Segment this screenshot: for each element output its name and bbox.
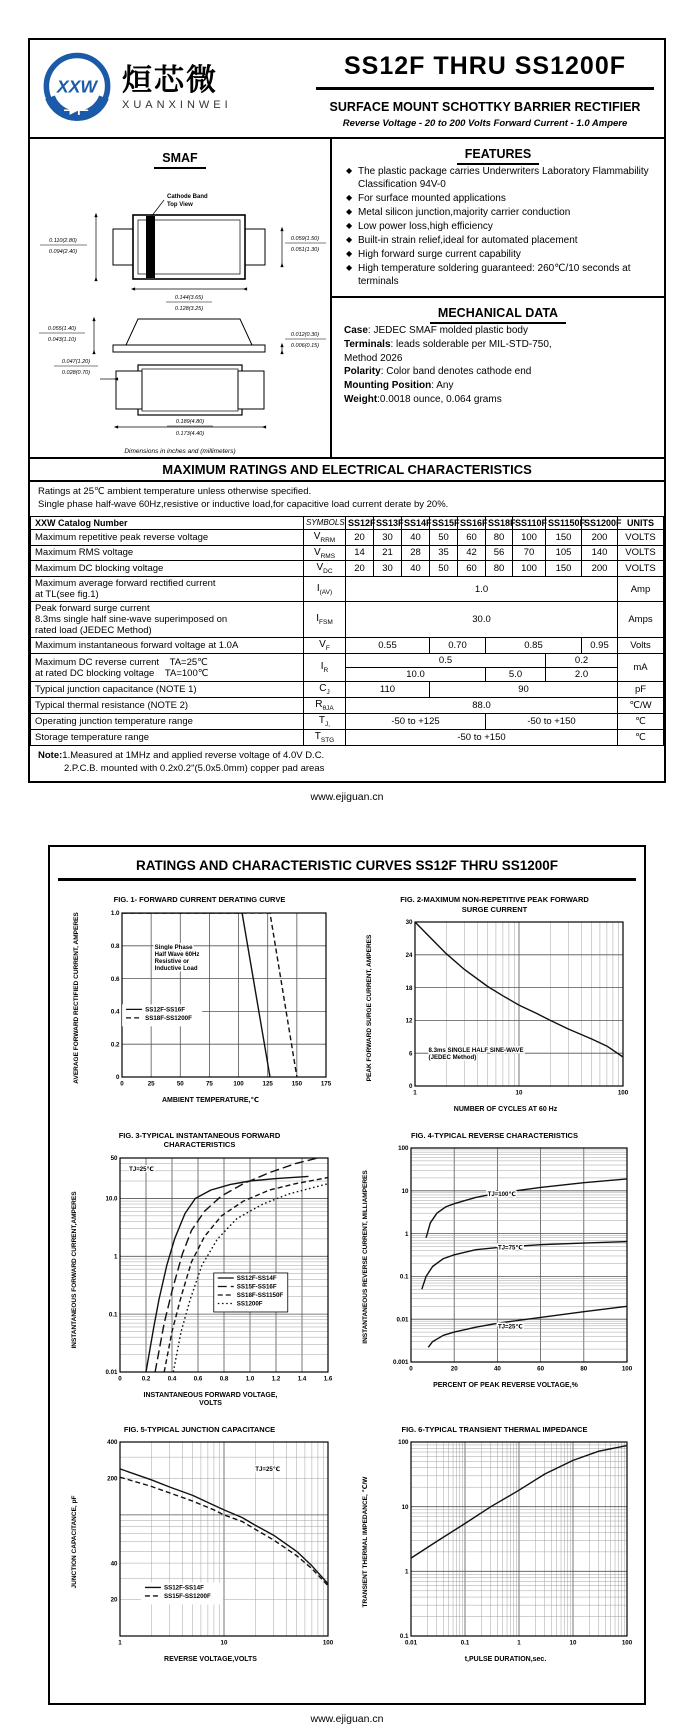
svg-text:10: 10	[220, 1639, 227, 1647]
logo-mark-icon	[38, 49, 116, 127]
svg-text:400: 400	[106, 1439, 117, 1447]
table-row	[31, 654, 664, 668]
svg-text:0: 0	[408, 1083, 412, 1091]
svg-text:0.028(0.70): 0.028(0.70)	[61, 370, 91, 376]
parameter-cell: Maximum repetitive peak reverse voltage	[31, 529, 304, 545]
symbol-cell: $I_{FSM}$	[304, 602, 346, 638]
svg-text:0.1: 0.1	[108, 1310, 117, 1318]
x-axis-label: NUMBER OF CYCLES AT 60 Hz	[453, 1106, 558, 1114]
value-cell: 5.0	[486, 668, 546, 682]
part-number-title: SS12F THRU SS1200F	[316, 52, 654, 90]
svg-text:SS18F-SS1150F: SS18F-SS1150F	[236, 1291, 283, 1299]
figure-title: FIG. 6-TYPICAL TRANSIENT THERMAL IMPEDANCE	[401, 1425, 588, 1435]
value-cell: 50	[430, 561, 458, 577]
table-row	[31, 713, 664, 729]
figure-title: FIG. 1- FORWARD CURRENT DERATING CURVE	[113, 895, 286, 905]
units-cell: Amps	[618, 602, 664, 638]
parameter-cell: Operating junction temperature range	[31, 713, 304, 729]
chart-fig2	[381, 916, 631, 1104]
value-cell: 80	[486, 561, 513, 577]
page1-content	[30, 139, 664, 457]
value-cell: 30.0	[346, 602, 618, 638]
value-cell: -50 to +125	[346, 713, 486, 729]
table-row	[31, 729, 664, 745]
bullet-icon: ◆	[346, 221, 353, 230]
svg-text:0.059(1.50): 0.059(1.50)	[290, 236, 320, 242]
x-axis-label: REVERSE VOLTAGE,VOLTS	[164, 1656, 257, 1664]
table-row	[31, 698, 664, 714]
dimension-note: Dimensions in inches and (millimeters)	[124, 448, 236, 455]
bullet-icon: ◆	[346, 166, 353, 175]
svg-text:10: 10	[569, 1639, 576, 1647]
symbol-cell: $T_{STG}$	[304, 729, 346, 745]
value-cell: 1.0	[346, 577, 618, 602]
column-header: UNITS	[618, 516, 664, 529]
value-cell: 30	[374, 561, 402, 577]
figure-title: FIG. 5-TYPICAL JUNCTION CAPACITANCE	[123, 1425, 276, 1435]
svg-text:1: 1	[412, 1089, 417, 1097]
svg-text:0.1: 0.1	[399, 1273, 408, 1281]
ratings-conditions	[30, 482, 664, 516]
value-cell: 30	[374, 529, 402, 545]
svg-text:40: 40	[493, 1365, 501, 1373]
svg-text:0.055(1.40): 0.055(1.40)	[47, 326, 77, 332]
y-axis-label: PEAK FORWARD SURGE CURRENT, AMPERES	[365, 934, 373, 1081]
svg-text:20: 20	[450, 1365, 458, 1373]
note-line: Note:1.Measured at 1MHz and applied reverse voltage of 4.0V D.C.	[38, 749, 325, 761]
value-cell: 50	[430, 529, 458, 545]
company-logo	[38, 46, 316, 129]
value-cell: 105	[546, 545, 582, 561]
mech-line: Terminals: leads solderable per MIL-STD-750,	[344, 338, 552, 350]
website-link[interactable]: www.ejiguan.cn	[310, 791, 384, 804]
page1-box	[28, 38, 666, 783]
value-cell: 200	[582, 561, 618, 577]
svg-text:75: 75	[205, 1080, 213, 1088]
svg-text:1.2: 1.2	[271, 1375, 280, 1383]
feature-item	[346, 206, 654, 219]
svg-text:0: 0	[115, 1073, 119, 1081]
parameter-cell: Maximum DC reverse current TA=25℃ at rated DC blocking voltage TA=100℃	[31, 654, 304, 682]
svg-text:0.4: 0.4	[167, 1375, 176, 1383]
table-row	[31, 682, 664, 698]
mech-line: Case: JEDEC SMAF molded plastic body	[344, 325, 528, 336]
column-header: SS1150F	[546, 516, 582, 529]
table-row	[31, 602, 664, 638]
svg-text:0.047(1.20): 0.047(1.20)	[61, 359, 91, 365]
svg-text:1: 1	[404, 1231, 408, 1239]
mech-line: Weight:0.0018 ounce, 0.064 grams	[344, 393, 502, 405]
feature-item	[346, 165, 654, 191]
table-row	[31, 638, 664, 654]
svg-text:1.0: 1.0	[110, 909, 119, 917]
parameter-cell: Typical junction capacitance (NOTE 1)	[31, 682, 304, 698]
units-cell: Volts	[618, 638, 664, 654]
value-cell: 100	[513, 561, 546, 577]
svg-text:0: 0	[119, 1080, 124, 1088]
y-axis-label: INSTANTANEOUS REVERSE CURRENT, MILLIAMPERES	[361, 1169, 369, 1344]
svg-text:1: 1	[113, 1253, 117, 1261]
svg-text:0.2: 0.2	[141, 1375, 150, 1383]
value-cell: 28	[402, 545, 430, 561]
feature-text: High temperature soldering guaranteed: 260℃/10 seconds at terminals	[358, 263, 631, 287]
value-cell: 60	[458, 529, 486, 545]
table-row	[31, 529, 664, 545]
svg-text:125: 125	[262, 1080, 273, 1088]
svg-text:100: 100	[322, 1639, 333, 1647]
condition-line: Ratings at 25℃ ambient temperature unless otherwise specified.	[38, 486, 312, 497]
units-cell: VOLTS	[618, 545, 664, 561]
feature-text: Built-in strain relief,ideal for automated placement	[358, 235, 578, 246]
column-header: SS1200F	[582, 516, 618, 529]
parameter-cell: Typical thermal resistance (NOTE 2)	[31, 698, 304, 714]
svg-text:10: 10	[401, 1504, 408, 1512]
mech-line: Method 2026	[344, 352, 403, 364]
svg-text:0.144(3.65): 0.144(3.65)	[174, 295, 204, 301]
svg-text:Half Wave 60Hz: Half Wave 60Hz	[154, 950, 199, 958]
svg-text:SS12F-SS14F: SS12F-SS14F	[163, 1584, 204, 1592]
units-cell: ℃/W	[618, 698, 664, 714]
parameter-cell: Maximum average forward rectified current at TL(see fig.1)	[31, 577, 304, 602]
column-header: SS15F	[430, 516, 458, 529]
svg-text:100: 100	[621, 1639, 632, 1647]
value-cell: 20	[346, 561, 374, 577]
value-cell: 2.0	[546, 668, 618, 682]
figure-fig2	[359, 895, 631, 1115]
x-axis-label: AMBIENT TEMPERATURE,℃	[161, 1096, 259, 1104]
svg-text:0.1: 0.1	[460, 1639, 469, 1647]
svg-text:0.110(2.80): 0.110(2.80)	[49, 238, 77, 244]
chart-fig1	[88, 907, 334, 1095]
value-cell: 40	[402, 529, 430, 545]
svg-text:100: 100	[397, 1439, 408, 1447]
value-cell: -50 to +150	[346, 729, 618, 745]
feature-text: The plastic package carries Underwriters Laboratory Flammability Classification 94V-0	[358, 166, 649, 190]
value-cell: 110	[346, 682, 430, 698]
details-column	[332, 139, 664, 457]
svg-text:TJ=100℃: TJ=100℃	[487, 1191, 516, 1199]
svg-text:Inductive Load: Inductive Load	[154, 964, 198, 972]
condition-line: Single phase half-wave 60Hz,resistive or inductive load,for capacitive load current derate by 20%.	[38, 498, 449, 510]
svg-text:0.006(0.15): 0.006(0.15)	[290, 343, 320, 349]
svg-text:100: 100	[621, 1365, 632, 1373]
units-cell: VOLTS	[618, 529, 664, 545]
svg-text:0.01: 0.01	[104, 1368, 117, 1376]
svg-text:60: 60	[536, 1365, 544, 1373]
bullet-icon: ◆	[346, 263, 353, 272]
svg-text:1.0: 1.0	[245, 1375, 254, 1383]
chart-fig3	[86, 1152, 336, 1390]
svg-text:Single Phase: Single Phase	[154, 943, 193, 951]
website-link-bottom[interactable]: www.ejiguan.cn	[310, 1713, 384, 1726]
ratings-notes	[30, 746, 664, 782]
svg-text:100: 100	[397, 1145, 408, 1153]
value-cell: 40	[402, 561, 430, 577]
figure-fig1	[66, 895, 334, 1115]
value-cell: 0.5	[346, 654, 546, 668]
symbol-cell: $I_R$	[304, 654, 346, 682]
symbol-cell: $V_{RMS}$	[304, 545, 346, 561]
svg-text:1.4: 1.4	[297, 1375, 306, 1383]
value-cell: 0.2	[546, 654, 618, 668]
units-cell: ℃	[618, 713, 664, 729]
column-header: SS110F	[513, 516, 546, 529]
svg-text:0.6: 0.6	[193, 1375, 202, 1383]
svg-text:0: 0	[408, 1365, 413, 1373]
units-cell: mA	[618, 654, 664, 682]
column-header: SS12F	[346, 516, 374, 529]
feature-text: Metal silicon junction,majority carrier conduction	[358, 207, 571, 218]
ratings-heading-bar: MAXIMUM RATINGS AND ELECTRICAL CHARACTERISTICS	[30, 457, 664, 482]
svg-text:0.1: 0.1	[399, 1633, 408, 1641]
value-cell: 35	[430, 545, 458, 561]
value-cell: 90	[430, 682, 618, 698]
svg-text:(JEDEC Method): (JEDEC Method)	[428, 1054, 476, 1062]
parameter-cell: Maximum instantaneous forward voltage at 1.0A	[31, 638, 304, 654]
features-list	[346, 165, 654, 288]
svg-text:20: 20	[110, 1597, 117, 1605]
column-header: XXW Catalog Number	[31, 516, 304, 529]
value-cell: 20	[346, 529, 374, 545]
x-axis-label: INSTANTANEOUS FORWARD VOLTAGE, VOLTS	[143, 1391, 278, 1408]
chart-fig4	[377, 1142, 635, 1380]
symbol-cell: $R_{\theta JA}$	[304, 698, 346, 714]
bullet-icon: ◆	[346, 249, 353, 258]
svg-text:0.189(4.80): 0.189(4.80)	[175, 419, 205, 425]
svg-text:18: 18	[405, 984, 412, 992]
column-header: SS13F	[374, 516, 402, 529]
svg-text:0.6: 0.6	[110, 975, 119, 983]
mechanical-data-lines	[344, 324, 652, 407]
svg-text:1.6: 1.6	[323, 1375, 332, 1383]
svg-text:0.01: 0.01	[404, 1639, 417, 1647]
units-cell: VOLTS	[618, 561, 664, 577]
mechanical-data-section	[332, 296, 664, 457]
column-header: SYMBOLS	[304, 516, 346, 529]
svg-text:25: 25	[147, 1080, 155, 1088]
value-cell: 140	[582, 545, 618, 561]
header	[30, 40, 664, 139]
svg-text:0: 0	[117, 1375, 122, 1383]
top-view-callout: Top View	[167, 202, 193, 208]
feature-text: For surface mounted applications	[358, 193, 506, 204]
svg-text:40: 40	[110, 1560, 117, 1568]
svg-text:10.0: 10.0	[104, 1195, 117, 1203]
svg-text:0.8: 0.8	[110, 942, 119, 950]
symbol-cell: $V_F$	[304, 638, 346, 654]
table-row	[31, 561, 664, 577]
feature-item	[346, 262, 654, 288]
figure-fig4	[355, 1131, 635, 1409]
table-row	[31, 545, 664, 561]
svg-text:SS18F-SS1200F: SS18F-SS1200F	[144, 1014, 192, 1022]
svg-text:TJ=25℃: TJ=25℃	[497, 1323, 523, 1331]
svg-text:0.094(2.40): 0.094(2.40)	[48, 249, 78, 255]
curves-heading: RATINGS AND CHARACTERISTIC CURVES SS12F THRU SS1200F	[58, 851, 636, 881]
value-cell: 14	[346, 545, 374, 561]
value-cell: 0.85	[486, 638, 582, 654]
svg-text:SS12F-SS16F: SS12F-SS16F	[144, 1006, 185, 1014]
svg-text:100: 100	[617, 1089, 628, 1097]
svg-text:1: 1	[516, 1639, 521, 1647]
features-heading: FEATURES	[332, 147, 664, 161]
figure-title: FIG. 4-TYPICAL REVERSE CHARACTERISTICS	[411, 1130, 578, 1140]
feature-text: Low power loss,high efficiency	[358, 221, 493, 232]
svg-text:TJ=25℃: TJ=25℃	[128, 1165, 154, 1173]
symbol-cell: $T_{J,}$	[304, 713, 346, 729]
y-axis-label: AVERAGE FORWARD RECTIFIED CURRENT, AMPERES	[72, 912, 80, 1084]
feature-item	[346, 234, 654, 247]
note-line: 2.P.C.B. mounted with 0.2x0.2"(5.0x5.0mm) copper pad areas	[64, 763, 325, 775]
logo-latin-name: XUANXINWEI	[122, 99, 232, 111]
value-cell: 88.0	[346, 698, 618, 714]
svg-text:0.012(0.30): 0.012(0.30)	[290, 332, 320, 338]
svg-text:10: 10	[401, 1188, 408, 1196]
header-right	[316, 46, 654, 129]
svg-text:8.3ms SINGLE HALF SINE-WAVE: 8.3ms SINGLE HALF SINE-WAVE	[428, 1047, 524, 1055]
bullet-icon: ◆	[346, 193, 353, 202]
svg-text:SS12F-SS14F: SS12F-SS14F	[236, 1274, 277, 1282]
value-cell: 70	[513, 545, 546, 561]
figure-fig5	[64, 1425, 336, 1665]
table-row	[31, 577, 664, 602]
svg-text:Resistive or: Resistive or	[154, 957, 189, 965]
value-cell: 0.95	[582, 638, 618, 654]
parameter-cell: Maximum DC blocking voltage	[31, 561, 304, 577]
chart-fig5	[86, 1436, 336, 1654]
curves-grid	[50, 889, 644, 1679]
svg-text:TJ=75℃: TJ=75℃	[497, 1244, 523, 1252]
mech-line: Mounting Position: Any	[344, 380, 454, 392]
y-axis-label: JUNCTION CAPACITANCE, pF	[70, 1495, 78, 1589]
ratings-table	[30, 516, 664, 746]
value-cell: 0.70	[430, 638, 486, 654]
feature-item	[346, 248, 654, 261]
logo-text	[122, 64, 232, 111]
svg-text:6: 6	[408, 1050, 412, 1058]
package-name-heading: SMAF	[30, 151, 330, 165]
svg-text:0.2: 0.2	[110, 1041, 119, 1049]
svg-text:SS15F-SS1200F: SS15F-SS1200F	[163, 1593, 211, 1601]
units-cell: Amp	[618, 577, 664, 602]
logo-xxw-text: XXW	[56, 76, 98, 97]
units-cell: ℃	[618, 729, 664, 745]
figure-fig3	[64, 1131, 336, 1409]
feature-item	[346, 220, 654, 233]
svg-text:0.4: 0.4	[110, 1008, 119, 1016]
feature-text: High forward surge current capability	[358, 249, 521, 260]
column-header: SS18F	[486, 516, 513, 529]
y-axis-label: TRANSIENT THERMAL IMPEDANCE, ℃/W	[361, 1476, 369, 1608]
device-subtitle: SURFACE MOUNT SCHOTTKY BARRIER RECTIFIER	[329, 100, 641, 114]
symbol-cell: $V_{RRM}$	[304, 529, 346, 545]
units-cell: pF	[618, 682, 664, 698]
y-axis-label: INSTANTANEOUS FORWARD CURRENT,AMPERES	[70, 1191, 78, 1349]
svg-text:1: 1	[404, 1569, 408, 1577]
ratings-tagline: Reverse Voltage - 20 to 200 Volts Forward Current - 1.0 Ampere	[342, 118, 628, 129]
svg-text:50: 50	[176, 1080, 184, 1088]
package-drawing	[30, 169, 330, 441]
figure-title: FIG. 2-MAXIMUM NON-REPETITIVE PEAK FORWARD SURGE CURRENT	[400, 895, 589, 914]
svg-text:0.001: 0.001	[392, 1359, 408, 1367]
svg-text:1: 1	[117, 1639, 122, 1647]
page2-box	[48, 845, 646, 1705]
svg-text:SS1200F: SS1200F	[236, 1300, 263, 1308]
figure-title: FIG. 3-TYPICAL INSTANTANEOUS FORWARD CHARACTERISTICS	[118, 1130, 281, 1150]
value-cell: -50 to +150	[486, 713, 618, 729]
value-cell: 21	[374, 545, 402, 561]
parameter-cell: Storage temperature range	[31, 729, 304, 745]
svg-text:0.128(3.25): 0.128(3.25)	[174, 306, 204, 312]
value-cell: 56	[486, 545, 513, 561]
figure-fig6	[355, 1425, 635, 1665]
x-axis-label: t,PULSE DURATION,sec.	[464, 1656, 547, 1664]
svg-text:0.043(1.10): 0.043(1.10)	[47, 337, 77, 343]
svg-text:150: 150	[291, 1080, 302, 1088]
symbol-cell: $I_{(AV)}$	[304, 577, 346, 602]
value-cell: 150	[546, 529, 582, 545]
svg-text:50: 50	[110, 1154, 117, 1162]
svg-text:SS15F-SS16F: SS15F-SS16F	[236, 1283, 277, 1291]
value-cell: 42	[458, 545, 486, 561]
column-header: SS14F	[402, 516, 430, 529]
mechanical-data-heading: MECHANICAL DATA	[332, 306, 664, 320]
parameter-cell: Peak forward surge current 8.3ms single half sine-wave superimposed on rated load (JEDEC Method)	[31, 602, 304, 638]
symbol-cell: $C_J$	[304, 682, 346, 698]
value-cell: 100	[513, 529, 546, 545]
bullet-icon: ◆	[346, 207, 353, 216]
symbol-cell: $V_{DC}$	[304, 561, 346, 577]
svg-text:200: 200	[106, 1476, 117, 1484]
svg-text:TJ=25℃: TJ=25℃	[254, 1466, 280, 1474]
svg-text:80: 80	[579, 1365, 587, 1373]
svg-text:10: 10	[515, 1089, 522, 1097]
value-cell: 10.0	[346, 668, 486, 682]
features-section	[332, 139, 664, 296]
table-header-row	[31, 516, 664, 529]
svg-text:0.173(4.40): 0.173(4.40)	[175, 431, 205, 437]
cathode-band-callout: Cathode Band	[167, 194, 208, 200]
mech-line: Polarity: Color band denotes cathode end	[344, 366, 532, 378]
value-cell: 80	[486, 529, 513, 545]
svg-text:24: 24	[405, 952, 412, 960]
svg-text:100: 100	[232, 1080, 244, 1088]
package-column	[30, 139, 332, 457]
svg-text:0.8: 0.8	[219, 1375, 228, 1383]
value-cell: 60	[458, 561, 486, 577]
x-axis-label: PERCENT OF PEAK REVERSE VOLTAGE,%	[433, 1382, 578, 1390]
logo-chinese-name: 烜芯微	[122, 64, 218, 97]
value-cell: 200	[582, 529, 618, 545]
svg-text:0.051(1.30): 0.051(1.30)	[290, 247, 320, 253]
svg-text:0.01: 0.01	[395, 1316, 408, 1324]
value-cell: 0.55	[346, 638, 430, 654]
chart-fig6	[377, 1436, 635, 1654]
bullet-icon: ◆	[346, 235, 353, 244]
feature-item	[346, 192, 654, 205]
column-header: SS16F	[458, 516, 486, 529]
svg-text:30: 30	[405, 919, 412, 927]
svg-text:12: 12	[405, 1017, 412, 1025]
parameter-cell: Maximum RMS voltage	[31, 545, 304, 561]
value-cell: 150	[546, 561, 582, 577]
svg-text:175: 175	[320, 1080, 331, 1088]
